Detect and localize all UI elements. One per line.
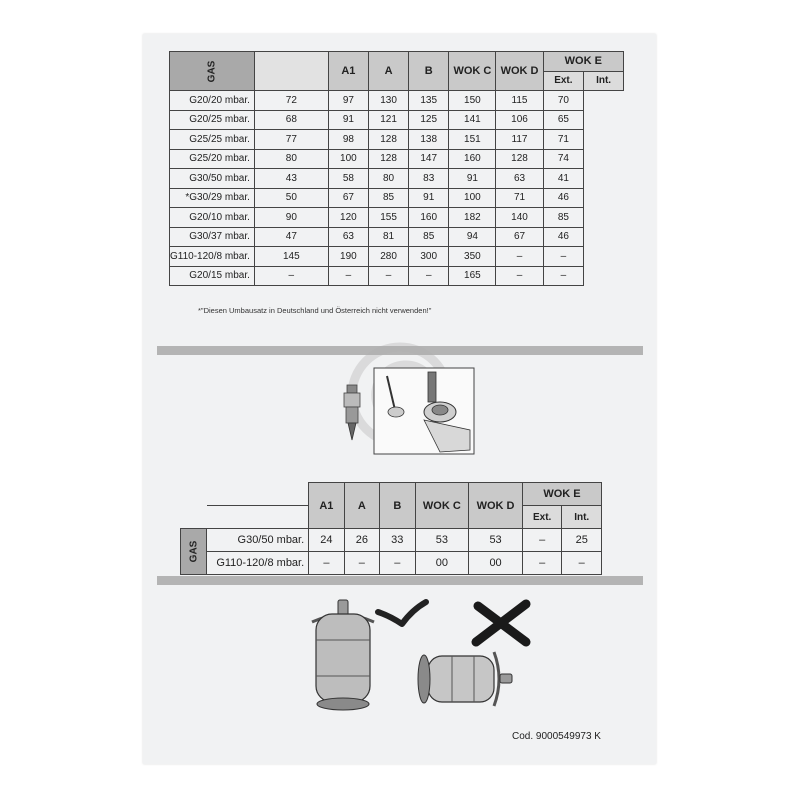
t2-col-header-wok-e: WOK E [522,483,601,506]
table-cell: 98 [328,130,368,150]
table-cell: 68 [254,110,328,130]
gas-type-label: G20/10 mbar. [170,208,255,228]
table-cell: – [254,266,328,286]
table-cell: 77 [254,130,328,150]
gas-type-label: G30/37 mbar. [170,227,255,247]
table-cell: 182 [449,208,496,228]
table-cell: 80 [368,169,408,189]
col-header-wok-d: WOK D [496,52,543,91]
table-cell: 121 [368,110,408,130]
table-cell: 80 [254,149,328,169]
product-code: Cod. 9000549973 K [512,731,601,742]
table-cell: 165 [449,266,496,286]
table-cell: 85 [409,227,449,247]
gas-type-label: G110-120/8 mbar. [170,247,255,267]
table-cell: 00 [415,552,469,575]
table-cell: 63 [496,169,543,189]
col-sub-ext: Ext. [543,71,584,91]
table-cell: 26 [344,529,379,552]
table-cell: 91 [409,188,449,208]
table-cell: 155 [368,208,408,228]
table-cell: 160 [409,208,449,228]
gas-type-label: G25/20 mbar. [170,149,255,169]
t2-col-header-a1: A1 [309,483,344,529]
table-cell: 46 [543,188,584,208]
table-cell: – [496,266,543,286]
table-cell: 85 [368,188,408,208]
table-cell: – [496,247,543,267]
table-cell: 130 [368,91,408,111]
table-cell: – [309,552,344,575]
table-cell: 91 [328,110,368,130]
table-cell: 135 [409,91,449,111]
table-cell: 83 [409,169,449,189]
table-cell: 151 [449,130,496,150]
table-cell: 147 [409,149,449,169]
col-header-b: B [409,52,449,91]
table-cell: 71 [496,188,543,208]
col-header-wok-e: WOK E [543,52,623,72]
table-cell: 53 [415,529,469,552]
table-cell: – [562,552,602,575]
table-cell: 81 [368,227,408,247]
table-cell: 74 [543,149,584,169]
gas-type-label: G30/50 mbar. [207,529,309,552]
table-cell: 50 [254,188,328,208]
table-cell: 25 [562,529,602,552]
table-cell: 24 [309,529,344,552]
table-cell: 63 [328,227,368,247]
table-cell: 70 [543,91,584,111]
table-cell: 47 [254,227,328,247]
table-cell: – [328,266,368,286]
table-cell: 350 [449,247,496,267]
footnote: *"Diesen Umbausatz in Deutschland und Österreich nicht verwenden!" [198,306,432,315]
table-cell: 150 [449,91,496,111]
gas-type-label: G30/50 mbar. [170,169,255,189]
table-cell: 300 [409,247,449,267]
table-cell: – [380,552,415,575]
table-cell: 128 [368,149,408,169]
gas-side-label: GAS [188,540,200,563]
gas-type-label: G20/15 mbar. [170,266,255,286]
table-cell: 58 [328,169,368,189]
table-cell: 71 [543,130,584,150]
table-cell: 90 [254,208,328,228]
table-cell: 140 [496,208,543,228]
table-cell: 128 [368,130,408,150]
t2-col-header-wok-d: WOK D [469,483,523,529]
table-cell: – [368,266,408,286]
col-header-a1: A1 [328,52,368,91]
checkmark-icon [378,602,426,624]
table-cell: – [543,247,584,267]
gas-type-label: G110-120/8 mbar. [207,552,309,575]
t2-col-sub-int: Int. [562,506,602,529]
table-cell: 190 [328,247,368,267]
table-cell: 128 [496,149,543,169]
gas-type-label: *G30/29 mbar. [170,188,255,208]
t2-col-sub-ext: Ext. [522,506,562,529]
table-cell: 120 [328,208,368,228]
table-cell: 43 [254,169,328,189]
gas-type-label: G25/25 mbar. [170,130,255,150]
table-cell: 117 [496,130,543,150]
table-cell: 85 [543,208,584,228]
table-cell: 115 [496,91,543,111]
gas-type-label: G20/20 mbar. [170,91,255,111]
table-cell: – [344,552,379,575]
table-cell: – [543,266,584,286]
t2-col-header-a: A [344,483,379,529]
table-cell: 125 [409,110,449,130]
col-header-a: A [368,52,408,91]
table-cell: – [522,529,562,552]
table-cell: 46 [543,227,584,247]
cross-icon [476,604,526,642]
table-cell: 160 [449,149,496,169]
table-cell: 00 [469,552,523,575]
t2-col-header-wok-c: WOK C [415,483,469,529]
table-cell: 72 [254,91,328,111]
table-cell: 100 [449,188,496,208]
gas-type-label: G20/25 mbar. [170,110,255,130]
table-cell: 280 [368,247,408,267]
table-cell: 106 [496,110,543,130]
table-cell: 141 [449,110,496,130]
lying-bottle-icon [418,652,512,706]
table-cell: 94 [449,227,496,247]
table-cell: 67 [328,188,368,208]
table-cell: 100 [328,149,368,169]
table-cell: 97 [328,91,368,111]
table-cell: 138 [409,130,449,150]
t2-col-header-b: B [380,483,415,529]
table-cell: 67 [496,227,543,247]
table-cell: 65 [543,110,584,130]
col-header-wok-c: WOK C [449,52,496,91]
table-cell: 145 [254,247,328,267]
upright-bottle-icon [312,600,374,710]
table-cell: 53 [469,529,523,552]
table-cell: 91 [449,169,496,189]
gas-side-label: GAS [206,60,218,82]
col-sub-int: Int. [584,71,624,91]
table-cell: – [409,266,449,286]
table-cell: – [522,552,562,575]
table-cell: 41 [543,169,584,189]
table-cell: 33 [380,529,415,552]
